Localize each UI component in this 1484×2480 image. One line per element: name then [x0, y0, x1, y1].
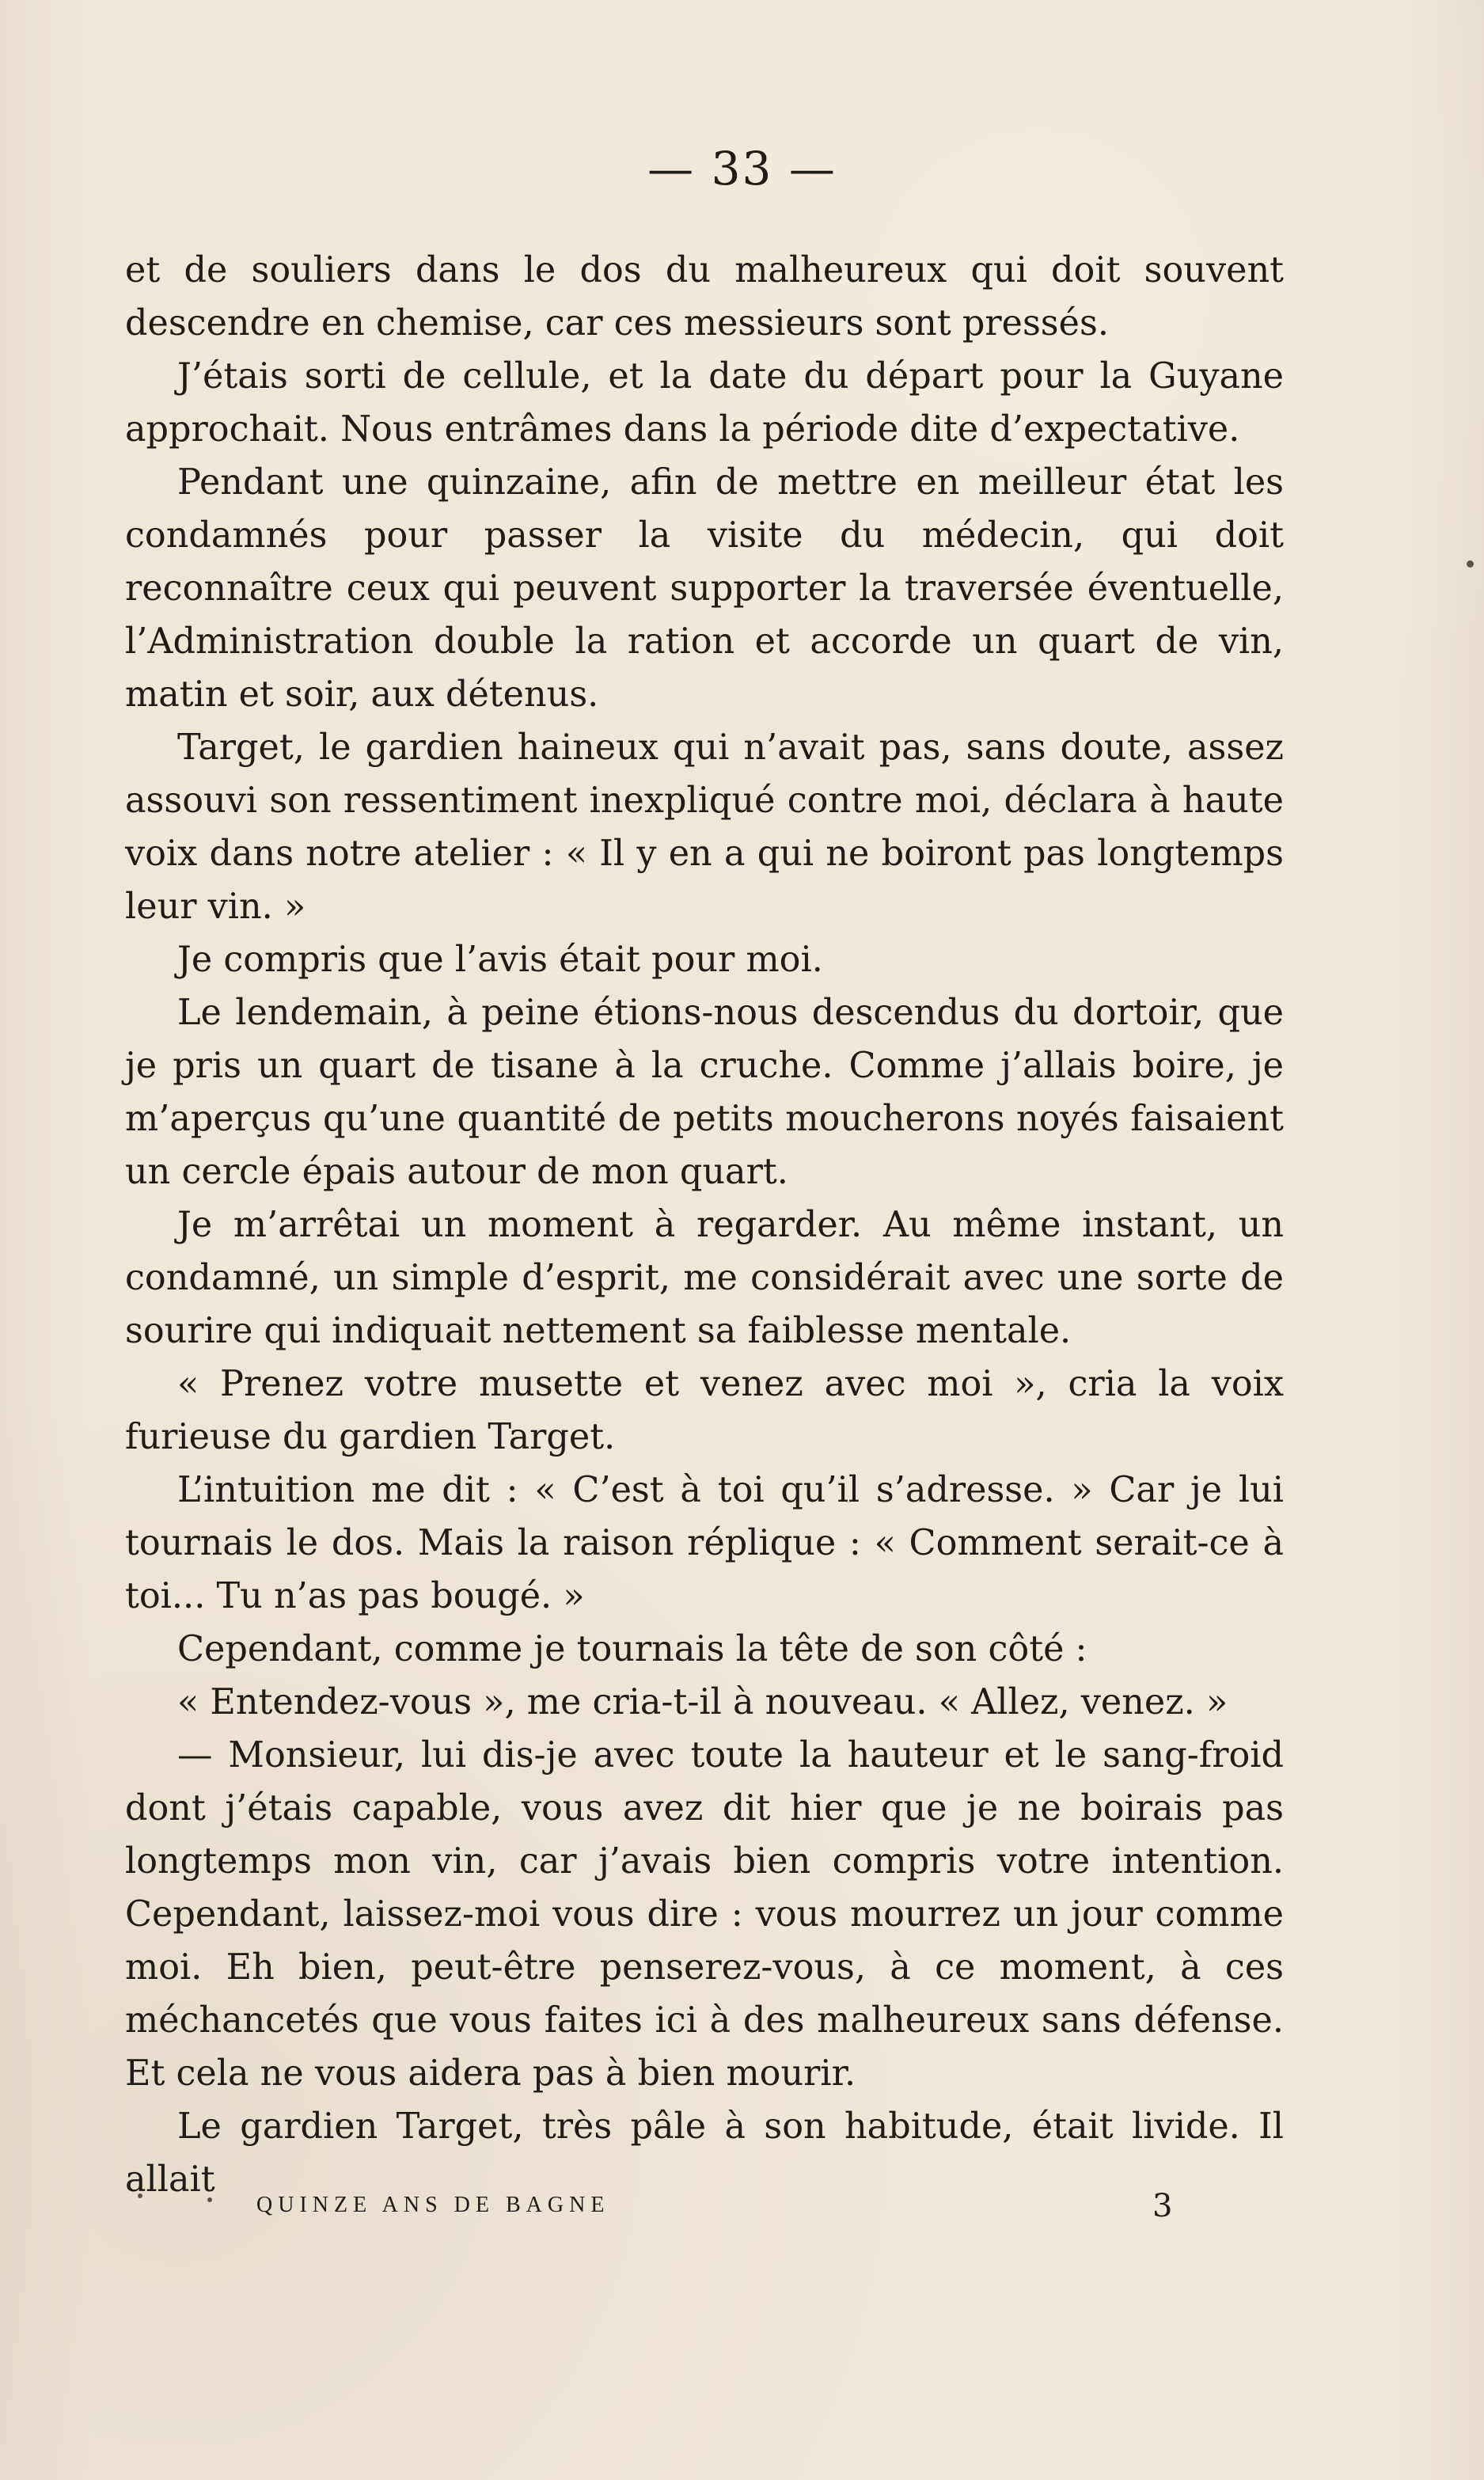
paragraph-5: Je compris que l’avis était pour moi. — [177, 940, 823, 980]
paragraph-4: Target, le gardien haineux qui n’avait pas, sans doute, assez assouvi son ressentiment inexpliqué contre moi, déclara à haute voix dans notre atelier : « Il y en a qui ne boiront pas longtemps leur vin. » — [125, 727, 1284, 927]
paragraph-12: — Monsieur, lui dis-je avec toute la hauteur et le sang-froid dont j’étais capable, vous avez dit hier que je ne boirais pas longtemps mon vin, car j’avais bien compris votre intention. Cependant, laissez-moi vous dire : vous mourrez un jour comme moi. Eh bien, peut-être penserez-vous, à ce moment, à ces méchancetés que vous faites ici à des malheureux sans défense. Et cela ne vous aidera pas à bien mourir. — [125, 1735, 1284, 2094]
page-speck — [1467, 560, 1474, 568]
paragraph-13: Le gardien Target, très pâle à son habitude, était livide. Il allait — [125, 2106, 1284, 2200]
paragraph-1: et de souliers dans le dos du malheureux qui doit souvent descendre en chemise, car ces messieurs sont pressés. — [125, 250, 1284, 344]
page-body — [125, 244, 1284, 2206]
footer-title: QUINZE ANS DE BAGNE — [256, 2193, 610, 2217]
paragraph-10: Cependant, comme je tournais la tête de son côté : — [177, 1629, 1087, 1669]
paragraph-2: J’étais sorti de cellule, et la date du départ pour la Guyane approchait. Nous entrâmes dans la période dite d’expectative. — [125, 356, 1284, 450]
paragraph-9: L’intuition me dit : « C’est à toi qu’il s’adresse. » Car je lui tournais le dos. Mais la raison réplique : « Comment serait-ce à toi... Tu n’as pas bougé. » — [125, 1470, 1284, 1616]
paragraph-6: Le lendemain, à peine étions-nous descendus du dortoir, que je pris un quart de tisane à la cruche. Comme j’allais boire, je m’aperçus qu’une quantité de petits moucherons noyés faisaient un cercle épais autour de mon quart. — [125, 993, 1284, 1192]
page-number: — 33 — — [647, 142, 837, 196]
paragraph-8: « Prenez votre musette et venez avec moi », cria la voix furieuse du gardien Target. — [125, 1364, 1284, 1457]
footer — [0, 2189, 1484, 2234]
paragraph-7: Je m’arrêtai un moment à regarder. Au même instant, un condamné, un simple d’esprit, me considérait avec une sorte de sourire qui indiquait nettement sa faiblesse mentale. — [125, 1205, 1284, 1351]
paragraph-11: « Entendez-vous », me cria-t-il à nouveau. « Allez, venez. » — [177, 1682, 1228, 1722]
signature-mark: 3 — [1152, 2188, 1173, 2224]
paragraph-3: Pendant une quinzaine, afin de mettre en meilleur état les condamnés pour passer la visite du médecin, qui doit reconnaître ceux qui peuvent supporter la traversée éventuelle, l’Administration double la ration et accorde un quart de vin, matin et soir, aux détenus. — [125, 462, 1284, 715]
